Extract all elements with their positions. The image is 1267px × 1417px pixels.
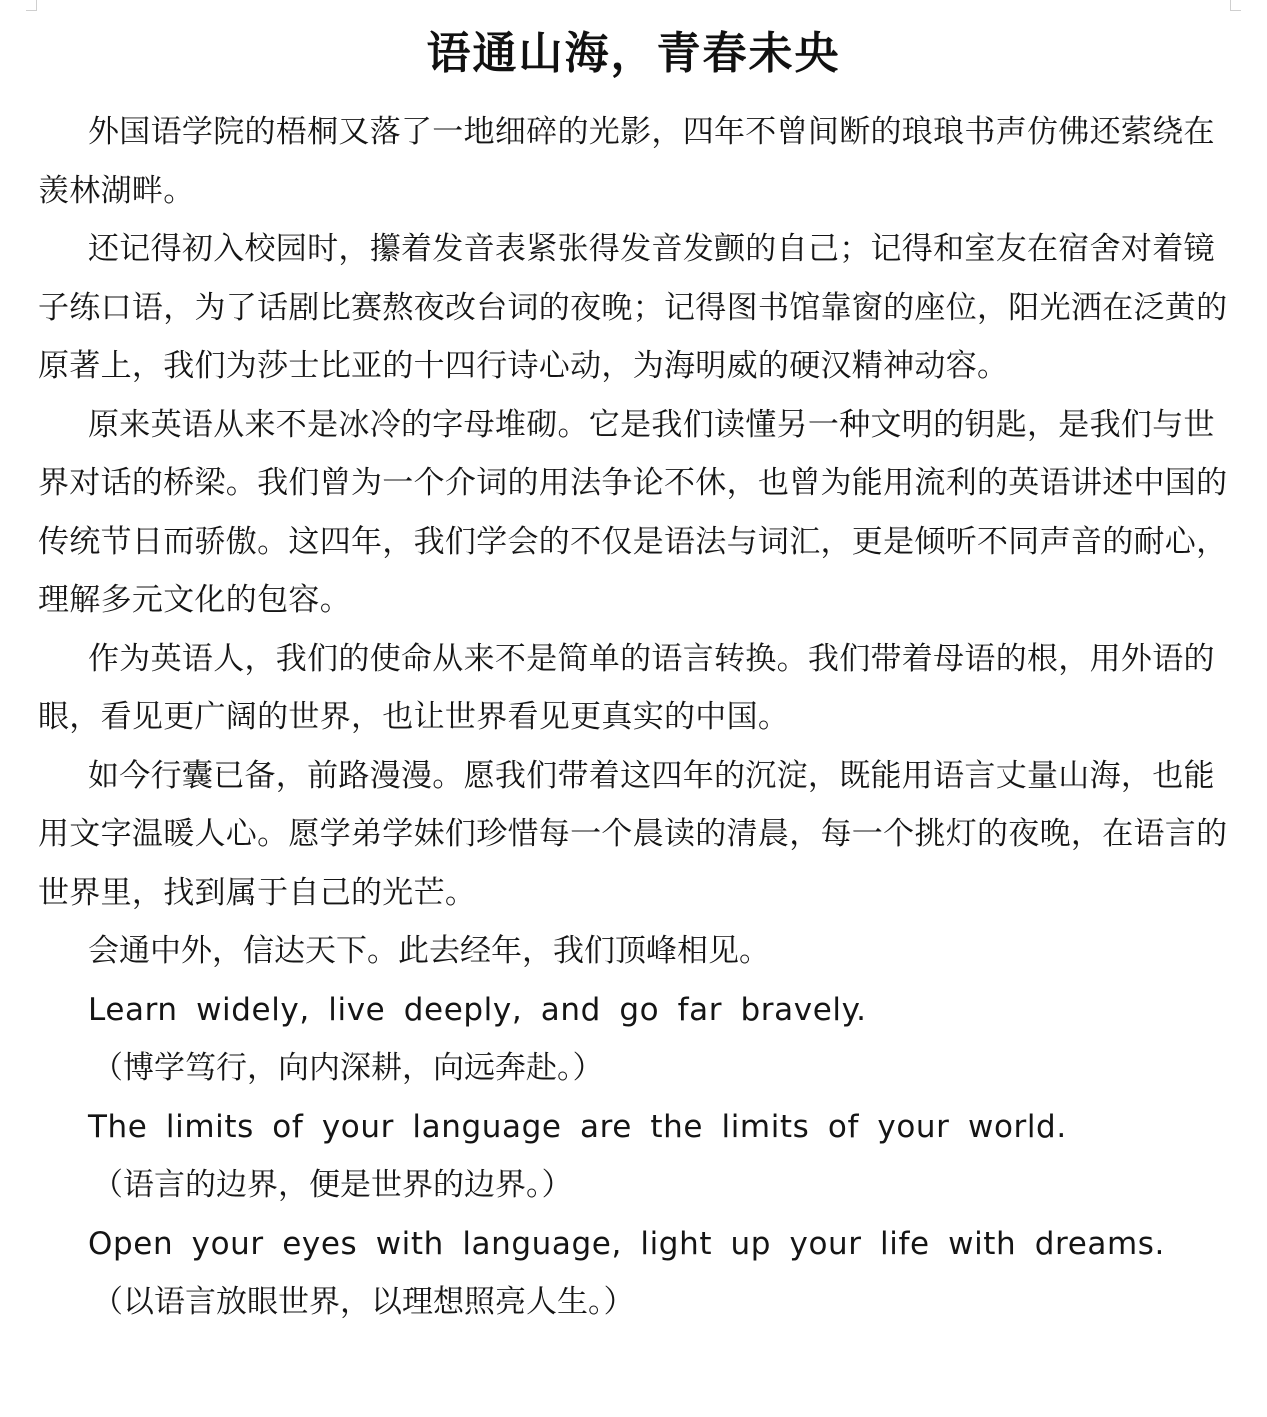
quote-3-english: Open your eyes with language, light up your life with dreams.: [88, 1225, 1165, 1262]
quote-1-english: Learn widely, live deeply, and go far bravely.: [88, 991, 867, 1028]
paragraph-3: 原来英语从来不是冰冷的字母堆砌。它是我们读懂另一种文明的钥匙，是我们与世界对话的桥梁。我们曾为一个介词的用法争论不休，也曾为能用流利的英语讲述中国的传统节日而骄傲。这四年，我们学会的不仅是语法与词汇，更是倾听不同声音的耐心，理解多元文化的包容。: [38, 406, 1228, 618]
quote-3-chinese: （以语言放眼世界，以理想照亮人生。）: [92, 1284, 635, 1320]
paragraph-1: 外国语学院的梧桐又落了一地细碎的光影，四年不曾间断的琅琅书声仿佛还萦绕在羡林湖畔。: [38, 114, 1215, 209]
paragraph-5: 如今行囊已备，前路漫漫。愿我们带着这四年的沉淀，既能用语言丈量山海，也能用文字温暖人心。愿学弟学妹们珍惜每一个晨读的清晨，每一个挑灯的夜晚，在语言的世界里，找到属于自己的光芒。: [38, 757, 1228, 911]
paragraph-2: 还记得初入校园时，攥着发音表紧张得发音发颤的自己；记得和室友在宿舍对着镜子练口语，为了话剧比赛熬夜改台词的夜晚；记得图书馆靠窗的座位，阳光洒在泛黄的原著上，我们为莎士比亚的十四行诗心动，为海明威的硬汉精神动容。: [38, 231, 1228, 384]
paragraph-4: 作为英语人，我们的使命从来不是简单的语言转换。我们带着母语的根，用外语的眼，看见更广阔的世界，也让世界看见更真实的中国。: [38, 640, 1215, 735]
crop-mark-right: [1230, 0, 1241, 11]
article-body: [38, 103, 1228, 1332]
quote-1-chinese: （博学笃行，向内深耕，向远奔赴。）: [92, 1050, 604, 1086]
closing-line: 会通中外，信达天下。此去经年，我们顶峰相见。: [88, 933, 770, 969]
quote-2-chinese: （语言的边界，便是世界的边界。）: [92, 1167, 573, 1203]
crop-mark-left: [26, 0, 37, 11]
quote-2-english: The limits of your language are the limits of your world.: [88, 1108, 1067, 1145]
page-title: 语通山海，青春未央: [426, 28, 841, 79]
